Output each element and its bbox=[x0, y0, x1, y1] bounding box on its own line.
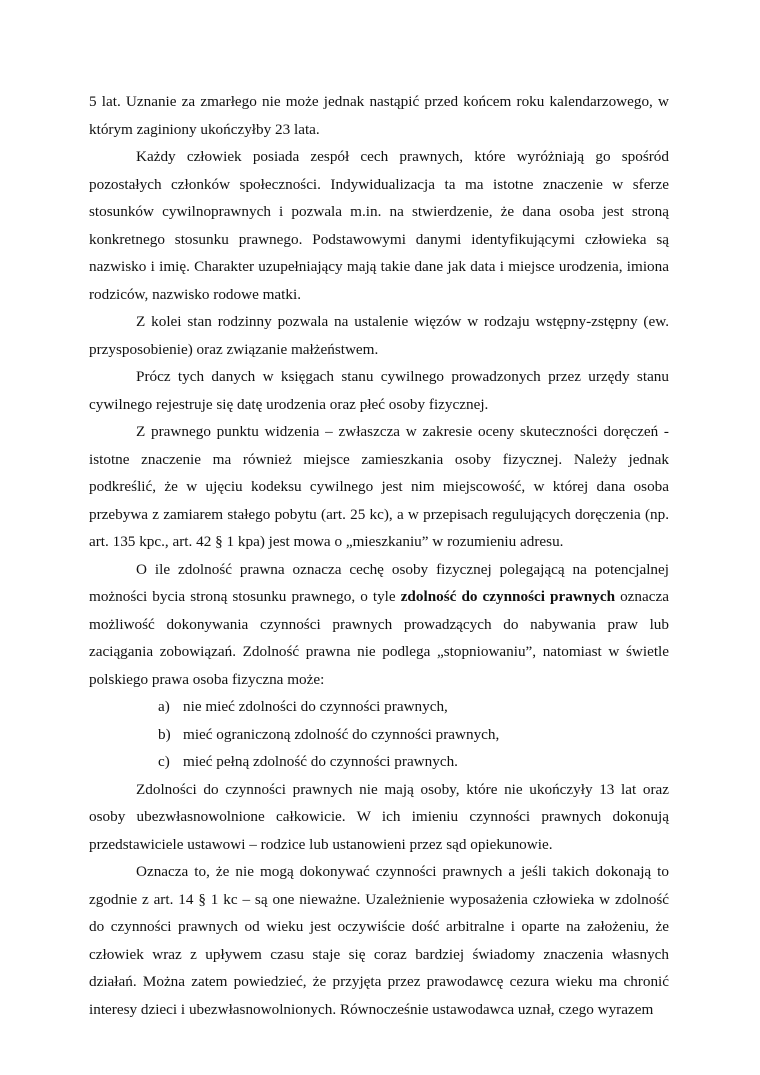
paragraph-legal-capacity bbox=[89, 556, 669, 694]
list-marker: a) bbox=[158, 698, 170, 715]
paragraph-civil-registry: Prócz tych danych w księgach stanu cywilnego prowadzonych przez urzędy stanu cywilnego rejestruje się datę urodzenia oraz płeć osoby fizycznej. bbox=[89, 368, 669, 413]
list-marker: b) bbox=[158, 725, 171, 743]
list-item bbox=[89, 693, 669, 721]
list-item bbox=[89, 748, 669, 776]
paragraph-residence: Z prawnego punktu widzenia – zwłaszcza w zakresie oceny skuteczności doręczeń - istotne znaczenie ma również miejsce zamieszkania osoby fizycznej. Należy jednak podkreślić, że w ujęciu kodeksu cywilnego jest nim miejscowość, w której dana osoba przebywa z zamiarem stałego pobytu (art. 25 kc), a w przepisach regulujących doręczenia (np. art. 135 kpc., art. 42 § 1 kpa) jest mowa o „mieszkaniu” w rozumieniu adresu. bbox=[89, 423, 669, 550]
list-item-text: nie mieć zdolności do czynności prawnych, bbox=[183, 698, 448, 715]
paragraph-nullity: Oznacza to, że nie mogą dokonywać czynności prawnych a jeśli takich dokonają to zgodnie z art. 14 § 1 kc – są one nieważne. Uzależnienie wyposażenia człowieka w zdolność do czynności prawnych od wieku jest oczywiście dość arbitralne i oparte na założeniu, że człowiek wraz z upływem czasu staje się coraz bardziej świadomy znaczenia własnych działań. Można zatem powiedzieć, że przyjęta przez prawodawcę cezura wieku ma chronić interesy dzieci i ubezwłasnowolnionych. Równocześnie ustawodawca uznał, czego wyrazem bbox=[89, 863, 669, 1018]
legal-capacity-bold-term: zdolność do czynności prawnych bbox=[400, 588, 616, 605]
list-item-text: mieć pełną zdolność do czynności prawnych. bbox=[183, 753, 458, 770]
legal-capacity-text-before: O ile zdolność prawna oznacza cechę osoby fizycznej polegającą na potencjalnej możności bycia stroną stosunku prawnego, o tyle bbox=[89, 560, 669, 605]
paragraph-continuation: 5 lat. Uznanie za zmarłego nie może jednak nastąpić przed końcem roku kalendarzowego, w którym zaginiony ukończyłby 23 lata. bbox=[89, 93, 669, 138]
document-page bbox=[89, 88, 669, 1023]
legal-capacity-text-after: oznacza możliwość dokonywania czynności prawnych prowadzących do nabywania praw lub zaciągania zobowiązań. Zdolność prawna nie podlega „stopniowaniu”, natomiast w świetle polskiego prawa osoba fizyczna może: bbox=[89, 588, 669, 688]
list-item bbox=[89, 721, 669, 749]
list-item-text: mieć ograniczoną zdolność do czynności prawnych, bbox=[183, 725, 500, 743]
capacity-options-list bbox=[89, 693, 669, 776]
paragraph-no-capacity: Zdolności do czynności prawnych nie mają osoby, które nie ukończyły 13 lat oraz osoby ubezwłasnowolnione całkowicie. W ich imieniu czynności prawnych dokonują przedstawiciele ustawowi – rodzice lub ustanowieni przez sąd opiekunowie. bbox=[89, 780, 669, 853]
list-marker: c) bbox=[158, 753, 170, 770]
paragraph-personal-attributes: Każdy człowiek posiada zespół cech prawnych, które wyróżniają go spośród pozostałych członków społeczności. Indywidualizacja ta ma istotne znaczenie w sferze stosunków cywilnoprawnych i pozwala m.in. na stwierdzenie, że dana osoba jest stroną konkretnego stosunku prawnego. Podstawowymi danymi identyfikującymi człowieka są nazwisko i imię. Charakter uzupełniający mają takie dane jak data i miejsce urodzenia, imiona rodziców, nazwisko rodowe matki. bbox=[89, 148, 669, 303]
paragraph-family-status: Z kolei stan rodzinny pozwala na ustalenie więzów w rodzaju wstępny-zstępny (ew. przysposobienie) oraz związanie małżeństwem. bbox=[89, 313, 669, 358]
